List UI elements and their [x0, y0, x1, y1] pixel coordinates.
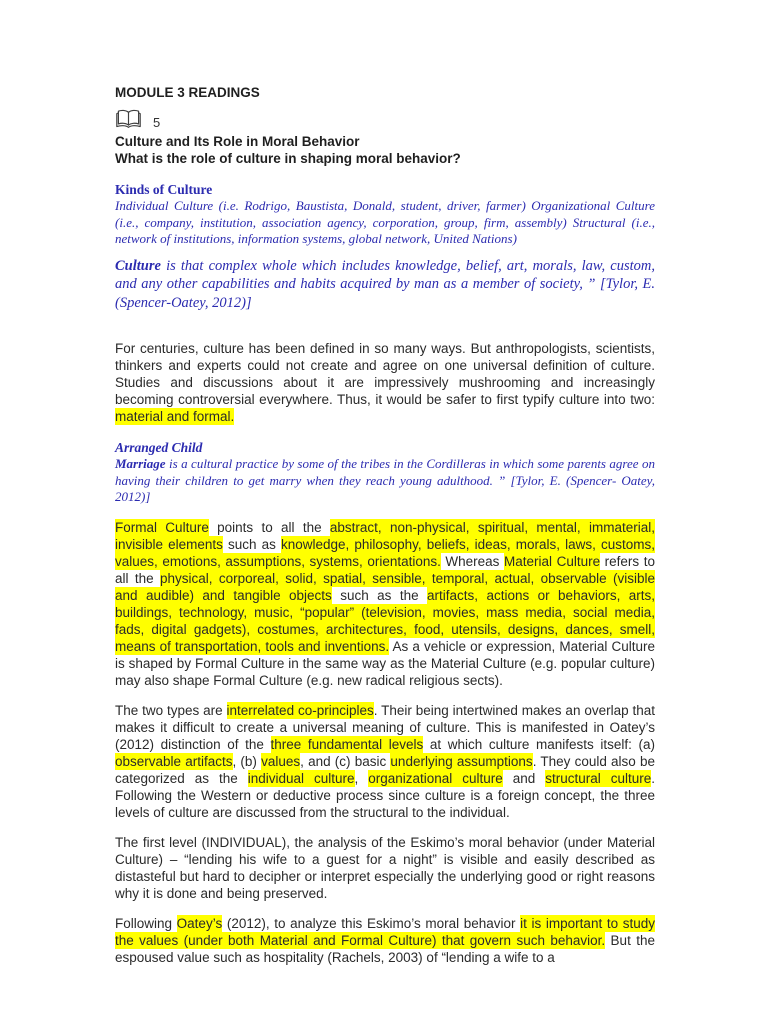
text-run: , — [354, 770, 369, 786]
text-run: For centuries, culture has been defined in so many ways. But anthropologists, scientists, thinkers and experts could not create and agree on one universal definition of culture. Studies and discussions about it are impressively mushrooming and increasingly becoming controversial everywhere. Thus, it would be safer to first typify culture into two: — [115, 341, 655, 407]
text-run: is a cultural practice by some of the tribes in the Cordilleras in which some parents agree on having their children to get marry when they reach young adulthood. ” [Tylor, E. (Spencer- Oatey, 2012)] — [115, 456, 655, 504]
doc-title — [115, 133, 655, 150]
kinds-heading — [115, 182, 655, 198]
kinds-body — [115, 198, 655, 248]
highlighted-text: physical, corporeal, solid, spatial, sensible, temporal, actual, observable (visible and audible) and tangible objects — [115, 570, 656, 603]
text-run: Whereas — [440, 553, 504, 569]
para-following — [115, 915, 655, 966]
highlighted-text: Oatey’s — [176, 915, 223, 931]
text-run: . Their being intertwined makes an overlap that makes it difficult to create a universal meaning of culture. This is manifested in Oatey’s (2012) distinction of the — [115, 702, 655, 752]
highlighted-text: Formal Culture — [115, 519, 209, 535]
text-run: such as — [222, 536, 281, 552]
text-run: The first level (INDIVIDUAL), the analysis of the Eskimo’s moral behavior (under Material Culture) – “lending his wife to a guest for a night” is visible and easily described as distasteful but hard to decipher or interpret especially the underlying good or right reasons why it is done and being preserved. — [115, 834, 655, 901]
text-run: Culture — [115, 257, 161, 274]
text-run: The two types are — [115, 702, 227, 718]
text-run: . Following the Western or deductive process since culture is a foreign concept, the three levels of culture are discussed from the structural to the individual. — [115, 770, 655, 820]
highlighted-text: artifacts, actions or behaviors, arts, buildings, technology, music, “popular” (television, movies, mass media, social media, fads, digital gadgets), costumes, architectures, food, utensils, designs, dances, smell, means of transportation, tools and inventions. — [115, 587, 656, 654]
open-book-icon — [115, 108, 142, 130]
highlighted-text: Material Culture — [504, 553, 601, 569]
highlighted-text: abstract, non-physical, spiritual, mental, immaterial, invisible elements — [115, 519, 655, 552]
arranged-heading — [115, 439, 655, 456]
para-first-level — [115, 834, 655, 902]
text-run: Marriage — [115, 456, 166, 471]
highlighted-text: it is important to study the values (under both Material and Formal Culture) that govern such behavior. — [115, 915, 655, 948]
highlighted-text: knowledge, philosophy, beliefs, ideas, morals, laws, customs, values, emotions, assumptions, systems, orientations. — [115, 536, 655, 569]
reading-count-label: 5 — [153, 115, 161, 130]
highlighted-text: values — [261, 753, 301, 769]
text-run: refers to all the — [115, 553, 655, 586]
text-run: But the espoused value such as hospitality (Rachels, 2003) of “lending a wife to a — [115, 932, 655, 965]
para-formal — [115, 519, 655, 689]
text-run: such as the — [331, 587, 428, 603]
highlighted-text: interrelated co-principles — [226, 702, 374, 718]
doc-subtitle — [115, 150, 655, 167]
marriage-para — [115, 456, 655, 506]
text-run: As a vehicle or expression, Material Culture is shaped by Formal Culture in the same way as the Material Culture (e.g. popular culture) may also shape Formal Culture (e.g. new radical religious sects). — [115, 638, 655, 688]
reading-icon-line — [115, 106, 655, 130]
text-run: Arranged Child — [115, 440, 203, 455]
text-run: . They could also be categorized as the — [115, 753, 655, 786]
text-run: is that complex whole which includes knowledge, belief, art, morals, law, custom, and any other capabilities and habits acquired by man as a member of society, ” [Tylor, E. (Spencer-Oatey, 2012)] — [115, 257, 655, 311]
text-run: Kinds of Culture — [115, 182, 213, 197]
highlighted-text: structural culture — [545, 770, 652, 786]
text-run: and — [502, 770, 546, 786]
para-centuries — [115, 340, 655, 425]
text-run: , (b) — [232, 753, 262, 769]
text-run: Following — [115, 915, 177, 931]
highlighted-text: observable artifacts — [115, 753, 233, 769]
text-run: Culture and Its Role in Moral Behavior — [115, 134, 360, 149]
highlighted-text: three fundamental levels — [270, 736, 424, 752]
module-heading — [115, 84, 655, 101]
text-run: What is the role of culture in shaping moral behavior? — [115, 151, 461, 166]
text-run: MODULE 3 READINGS — [115, 85, 260, 100]
para-two-types — [115, 702, 655, 821]
culture-quote — [115, 257, 655, 313]
text-run: Individual Culture (i.e. Rodrigo, Baustista, Donald, student, driver, farmer) Organizational Culture (i.e., company, institution, association agency, corporation, group, firm, assembly) Structural (i.e., network of institutions, information systems, global network, United Nations) — [115, 198, 655, 246]
highlighted-text: underlying assumptions — [390, 753, 533, 769]
document-content — [115, 84, 655, 966]
text-run: (2012), to analyze this Eskimo’s moral behavior — [222, 915, 521, 931]
text-run: at which culture manifests itself: (a) — [423, 736, 655, 752]
text-run: , and (c) basic — [300, 753, 391, 769]
text-run: points to all the — [208, 519, 330, 535]
highlighted-text: material and formal. — [115, 409, 235, 424]
highlighted-text: individual culture — [247, 770, 355, 786]
highlighted-text: organizational culture — [368, 770, 503, 786]
